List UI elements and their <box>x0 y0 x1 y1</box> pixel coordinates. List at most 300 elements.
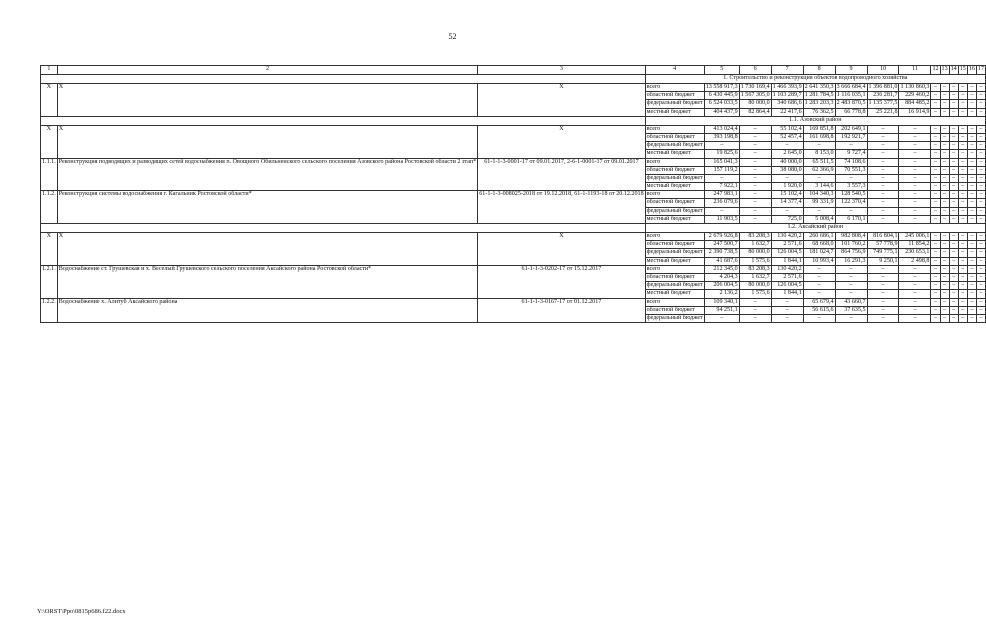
amount-cell: – <box>976 199 985 207</box>
amount-cell: – <box>949 265 958 273</box>
amount-cell: 2 571,6 <box>771 241 803 249</box>
amount-cell: 68 668,0 <box>803 241 835 249</box>
amount-cell: 80 000,0 <box>739 249 771 257</box>
item-number: Х <box>41 84 58 117</box>
document-reference: Х <box>478 125 645 158</box>
amount-cell: – <box>976 306 985 314</box>
table-row <box>41 298 986 306</box>
funding-source: всего <box>645 158 704 166</box>
amount-cell: 13 558 917,3 <box>705 84 738 90</box>
amount-cell: – <box>899 158 931 166</box>
amount-cell: – <box>940 133 949 141</box>
funding-source: местный бюджет <box>645 108 704 116</box>
amount-cell: – <box>976 215 985 223</box>
amount-cell: 52 457,4 <box>771 133 803 141</box>
budget-table <box>40 65 986 323</box>
amount-cell: – <box>949 273 958 281</box>
amount-cell: – <box>867 273 899 281</box>
item-number: Х <box>41 125 58 158</box>
item-number: 1.1.1. <box>41 158 58 191</box>
amount-cell: – <box>899 166 931 174</box>
amount-cell: 65 679,4 <box>803 298 835 306</box>
amount-cell: 260 686,1 <box>803 233 835 241</box>
amount-cell: – <box>899 207 931 215</box>
amount-cell: – <box>739 191 771 199</box>
amount-cell: 66 778,8 <box>835 108 867 116</box>
table-row <box>41 125 986 133</box>
amount-cell: – <box>867 166 899 174</box>
amount-cell: – <box>967 257 976 265</box>
amount-cell: – <box>958 265 967 273</box>
table-row <box>41 265 986 273</box>
funding-source: областной бюджет <box>645 306 704 314</box>
amount-cell: – <box>867 158 899 166</box>
amount-cell: 9 727,4 <box>835 150 867 158</box>
item-name: Х <box>57 84 478 117</box>
amount-cell: – <box>771 207 803 215</box>
section-title-row <box>41 224 986 233</box>
amount-cell: – <box>967 241 976 249</box>
amount-cell: – <box>976 273 985 281</box>
amount-cell: – <box>967 84 976 92</box>
funding-source: всего <box>645 84 704 92</box>
amount-cell: – <box>967 215 976 223</box>
amount-cell: 2 136,2 <box>704 290 739 298</box>
amount-cell: – <box>771 314 803 322</box>
amount-cell: 1 844,1 <box>771 257 803 265</box>
funding-source: федеральный бюджет <box>646 142 703 149</box>
amount-cell: 2 645,0 <box>771 150 803 158</box>
amount-cell: – <box>958 84 967 92</box>
amount-cell: – <box>949 249 958 257</box>
amount-cell: – <box>803 207 835 215</box>
amount-cell: – <box>803 282 835 290</box>
amount-cell: – <box>949 125 958 133</box>
amount-cell: – <box>739 298 771 306</box>
section-title: 1. Строительство и реконструкция объектов водопроводного хозяйства <box>645 75 985 84</box>
amount-cell: – <box>958 158 967 166</box>
amount-cell: – <box>931 142 940 150</box>
funding-source: всего <box>645 233 704 241</box>
amount-cell: – <box>940 142 949 150</box>
table-row <box>41 191 986 199</box>
amount-cell: 11 854,2 <box>899 241 931 249</box>
amount-cell: – <box>739 207 771 215</box>
amount-cell: 169 851,8 <box>803 125 835 133</box>
amount-cell: 101 760,2 <box>835 241 867 249</box>
column-number: 8 <box>803 66 835 75</box>
amount-cell: 15 102,4 <box>771 191 803 199</box>
amount-cell: 126 004,5 <box>771 249 803 257</box>
amount-cell: – <box>940 191 949 199</box>
funding-source: областной бюджет <box>645 199 704 207</box>
amount-cell: – <box>967 92 976 100</box>
amount-cell: 40 000,0 <box>771 158 803 166</box>
amount-cell: – <box>771 174 803 182</box>
amount-cell: – <box>835 207 867 215</box>
amount-cell: – <box>940 233 949 241</box>
amount-cell: 76 362,5 <box>803 108 835 116</box>
amount-cell: – <box>867 142 899 150</box>
amount-cell: 104 340,3 <box>803 191 835 199</box>
funding-source: местный бюджет <box>645 215 704 223</box>
amount-cell: 245 006,1 <box>899 233 931 241</box>
amount-cell: – <box>949 166 958 174</box>
amount-cell: 236 079,6 <box>704 199 739 207</box>
amount-cell: – <box>967 282 976 290</box>
amount-cell: – <box>739 166 771 174</box>
column-number: 5 <box>704 66 739 75</box>
amount-cell: – <box>958 183 967 191</box>
amount-cell: – <box>958 249 967 257</box>
amount-cell: – <box>949 215 958 223</box>
amount-cell: 6 430 445,9 <box>704 92 739 100</box>
column-number-row <box>41 66 986 75</box>
amount-cell: 65 511,5 <box>803 158 835 166</box>
amount-cell: 1 466 393,9 <box>772 84 802 90</box>
amount-cell: – <box>931 233 940 241</box>
amount-cell: – <box>739 174 771 182</box>
amount-cell: 206 004,5 <box>704 282 739 290</box>
amount-cell: 247 983,1 <box>704 191 739 199</box>
amount-cell: – <box>867 174 899 182</box>
amount-cell: – <box>899 265 931 273</box>
item-name: Водоснабжение х. Алитуб Аксайского района <box>57 298 478 323</box>
amount-cell: – <box>899 314 931 322</box>
column-number: 3 <box>478 66 645 75</box>
column-number: 1 <box>41 66 58 75</box>
amount-cell: – <box>976 92 985 100</box>
column-number: 15 <box>958 66 967 75</box>
amount-cell: – <box>771 306 803 314</box>
amount-cell: – <box>704 174 739 182</box>
amount-cell: 1 130 860,3 <box>900 84 930 90</box>
amount-cell: 982 808,4 <box>835 233 867 241</box>
amount-cell: 14 377,4 <box>771 199 803 207</box>
amount-cell: 236 281,7 <box>867 92 899 100</box>
funding-source: федеральный бюджет <box>646 207 703 214</box>
amount-cell: 56 615,6 <box>803 306 835 314</box>
amount-cell: – <box>771 142 803 150</box>
document-reference: Х <box>478 233 645 266</box>
amount-cell: – <box>976 282 985 290</box>
amount-cell: – <box>949 174 958 182</box>
amount-cell: – <box>976 108 985 116</box>
amount-cell: – <box>976 183 985 191</box>
amount-cell: – <box>958 207 967 215</box>
section-blank <box>41 75 646 84</box>
amount-cell: – <box>931 265 940 273</box>
amount-cell: 128 540,5 <box>835 191 867 199</box>
amount-cell: – <box>949 233 958 241</box>
amount-cell: 74 108,6 <box>835 158 867 166</box>
amount-cell: – <box>867 207 899 215</box>
item-number: 1.2.2. <box>41 298 58 323</box>
amount-cell: 1 844,1 <box>771 290 803 298</box>
item-name: Реконструкция системы водоснабжения г. Кагальник Ростовской области* <box>57 191 478 224</box>
amount-cell: – <box>739 142 771 150</box>
amount-cell: – <box>704 314 739 322</box>
amount-cell: – <box>949 158 958 166</box>
amount-cell: – <box>967 174 976 182</box>
amount-cell: – <box>803 273 835 281</box>
amount-cell: 62 366,9 <box>803 166 835 174</box>
item-number: 1.2.1. <box>41 265 58 298</box>
amount-cell: – <box>931 166 940 174</box>
amount-cell: 80 000,0 <box>739 100 771 108</box>
amount-cell: – <box>940 298 949 306</box>
amount-cell: 864 756,9 <box>835 249 867 257</box>
amount-cell: 4 204,3 <box>704 273 739 281</box>
funding-source: федеральный бюджет <box>646 174 703 181</box>
amount-cell: – <box>976 241 985 249</box>
amount-cell: – <box>899 133 931 141</box>
amount-cell: – <box>949 108 958 116</box>
column-number: 17 <box>976 66 985 75</box>
amount-cell: – <box>967 158 976 166</box>
amount-cell: – <box>949 306 958 314</box>
table-row <box>41 233 986 241</box>
amount-cell: – <box>931 150 940 158</box>
amount-cell: – <box>958 290 967 298</box>
funding-source: областной бюджет <box>645 166 704 174</box>
amount-cell: 83 208,3 <box>739 233 771 241</box>
amount-cell: 230 653,1 <box>899 249 931 257</box>
section-title-row <box>41 116 986 125</box>
amount-cell: – <box>976 84 985 92</box>
amount-cell: – <box>958 166 967 174</box>
amount-cell: 1 135 377,5 <box>868 100 898 107</box>
amount-cell: – <box>976 265 985 273</box>
amount-cell: – <box>976 125 985 133</box>
amount-cell: 6 524 033,5 <box>704 100 739 108</box>
amount-cell: – <box>771 298 803 306</box>
amount-cell: – <box>958 125 967 133</box>
amount-cell: – <box>940 282 949 290</box>
amount-cell: 816 804,1 <box>867 233 899 241</box>
amount-cell: 99 331,9 <box>803 199 835 207</box>
amount-cell: – <box>867 150 899 158</box>
amount-cell: – <box>958 199 967 207</box>
amount-cell: – <box>976 142 985 150</box>
section-title-row <box>41 75 986 84</box>
section-title: 1.1. Азовский район <box>645 116 985 125</box>
amount-cell: – <box>976 133 985 141</box>
amount-cell: 181 024,7 <box>803 249 835 257</box>
amount-cell: – <box>949 199 958 207</box>
amount-cell: – <box>940 257 949 265</box>
amount-cell: – <box>949 142 958 150</box>
amount-cell: – <box>949 257 958 265</box>
amount-cell: – <box>931 183 940 191</box>
section-blank <box>41 116 646 125</box>
amount-cell: 884 485,2 <box>899 100 931 108</box>
amount-cell: – <box>949 191 958 199</box>
section-blank <box>41 224 646 233</box>
amount-cell: – <box>739 183 771 191</box>
column-number: 9 <box>835 66 867 75</box>
amount-cell: 1 575,6 <box>739 290 771 298</box>
document-reference: 61-1-1-3-0001-17 от 09.01.2017, 2-6-1-0001-17 от 09.01.2017 <box>478 158 645 191</box>
amount-cell: – <box>867 133 899 141</box>
amount-cell: 202 649,1 <box>835 125 867 133</box>
funding-source: местный бюджет <box>645 257 704 265</box>
amount-cell: – <box>967 199 976 207</box>
amount-cell: – <box>967 108 976 116</box>
amount-cell: – <box>940 108 949 116</box>
amount-cell: 1 632,7 <box>739 241 771 249</box>
amount-cell: 192 921,7 <box>835 133 867 141</box>
amount-cell: 122 370,4 <box>835 199 867 207</box>
amount-cell: – <box>739 215 771 223</box>
amount-cell: – <box>940 92 949 100</box>
amount-cell: – <box>976 191 985 199</box>
amount-cell: – <box>940 265 949 273</box>
funding-source: всего <box>645 265 704 273</box>
amount-cell: – <box>967 125 976 133</box>
amount-cell: 165 041,3 <box>704 158 739 166</box>
amount-cell: – <box>867 306 899 314</box>
amount-cell: – <box>899 191 931 199</box>
amount-cell: – <box>940 158 949 166</box>
amount-cell: – <box>867 282 899 290</box>
file-path-footer: Y:\ORST\Ppo\0815p686.f22.docx <box>37 608 126 615</box>
amount-cell: – <box>949 298 958 306</box>
amount-cell: – <box>958 142 967 150</box>
amount-cell: – <box>949 150 958 158</box>
amount-cell: – <box>867 183 899 191</box>
funding-source: местный бюджет <box>645 290 704 298</box>
amount-cell: 94 251,1 <box>704 306 739 314</box>
amount-cell: – <box>899 273 931 281</box>
amount-cell: – <box>949 282 958 290</box>
amount-cell: – <box>867 290 899 298</box>
amount-cell: – <box>931 257 940 265</box>
amount-cell: – <box>803 290 835 298</box>
funding-source: областной бюджет <box>645 92 704 100</box>
amount-cell: – <box>940 249 949 257</box>
amount-cell: – <box>940 207 949 215</box>
amount-cell: – <box>958 92 967 100</box>
amount-cell: – <box>835 265 867 273</box>
column-number: 4 <box>645 66 704 75</box>
amount-cell: 16 914,9 <box>899 108 931 116</box>
amount-cell: – <box>949 92 958 100</box>
amount-cell: – <box>899 183 931 191</box>
amount-cell: – <box>967 249 976 257</box>
amount-cell: 2 679 926,8 <box>704 233 739 241</box>
amount-cell: – <box>958 241 967 249</box>
item-name: Х <box>57 233 478 266</box>
amount-cell: – <box>899 174 931 182</box>
amount-cell: – <box>931 314 940 322</box>
funding-source: местный бюджет <box>645 183 704 191</box>
amount-cell: 55 102,4 <box>771 125 803 133</box>
amount-cell: 83 208,3 <box>739 265 771 273</box>
amount-cell: – <box>958 282 967 290</box>
amount-cell: – <box>739 199 771 207</box>
amount-cell: – <box>931 108 940 116</box>
amount-cell: 1 730 169,4 <box>740 84 770 90</box>
amount-cell: – <box>835 273 867 281</box>
amount-cell: – <box>940 174 949 182</box>
amount-cell: – <box>899 150 931 158</box>
amount-cell: 212 345,0 <box>704 265 739 273</box>
amount-cell: – <box>867 314 899 322</box>
funding-source: всего <box>645 298 704 306</box>
amount-cell: – <box>835 290 867 298</box>
funding-source: всего <box>645 191 704 199</box>
amount-cell: – <box>931 215 940 223</box>
amount-cell: 229 460,2 <box>899 92 931 100</box>
funding-source: федеральный бюджет <box>646 249 703 256</box>
amount-cell: – <box>899 125 931 133</box>
amount-cell: – <box>867 215 899 223</box>
amount-cell: – <box>931 306 940 314</box>
amount-cell: – <box>931 199 940 207</box>
amount-cell: 130 420,2 <box>771 265 803 273</box>
item-name: Х <box>57 125 478 158</box>
amount-cell: – <box>967 142 976 150</box>
amount-cell: – <box>931 158 940 166</box>
funding-source: всего <box>645 125 704 133</box>
amount-cell: – <box>739 133 771 141</box>
amount-cell: 22 417,6 <box>771 108 803 116</box>
amount-cell: – <box>967 150 976 158</box>
amount-cell: 1 632,7 <box>739 273 771 281</box>
amount-cell: – <box>967 183 976 191</box>
document-reference: 61-1-1-3-0202-17 от 15.12.2017 <box>478 265 645 298</box>
amount-cell: – <box>958 133 967 141</box>
amount-cell: – <box>958 108 967 116</box>
amount-cell: – <box>931 125 940 133</box>
table-row <box>41 158 986 166</box>
amount-cell: – <box>867 265 899 273</box>
amount-cell: – <box>739 158 771 166</box>
amount-cell: – <box>899 142 931 150</box>
amount-cell: – <box>931 133 940 141</box>
amount-cell: – <box>976 290 985 298</box>
amount-cell: 25 221,8 <box>867 108 899 116</box>
amount-cell: 749 775,1 <box>867 249 899 257</box>
amount-cell: 2 483 870,5 <box>836 100 866 107</box>
amount-cell: 1 281 784,5 <box>804 92 834 99</box>
amount-cell: – <box>899 282 931 290</box>
amount-cell: – <box>958 298 967 306</box>
amount-cell: – <box>803 314 835 322</box>
amount-cell: – <box>976 249 985 257</box>
amount-cell: 109 340,1 <box>704 298 739 306</box>
amount-cell: – <box>967 233 976 241</box>
amount-cell: – <box>739 150 771 158</box>
amount-cell: 2 498,8 <box>899 257 931 265</box>
amount-cell: 1 567 305,0 <box>740 92 770 99</box>
amount-cell: – <box>835 142 867 150</box>
amount-cell: – <box>967 100 976 108</box>
amount-cell: – <box>835 174 867 182</box>
amount-cell: 130 420,2 <box>771 233 803 241</box>
amount-cell: – <box>976 233 985 241</box>
amount-cell: 11 903,5 <box>704 215 739 223</box>
amount-cell: 2 641 350,3 <box>804 84 834 90</box>
amount-cell: 70 551,3 <box>835 166 867 174</box>
amount-cell: – <box>931 298 940 306</box>
amount-cell: – <box>940 125 949 133</box>
amount-cell: – <box>958 257 967 265</box>
funding-source: федеральный бюджет <box>646 100 703 107</box>
amount-cell: – <box>976 100 985 108</box>
amount-cell: 37 635,5 <box>835 306 867 314</box>
